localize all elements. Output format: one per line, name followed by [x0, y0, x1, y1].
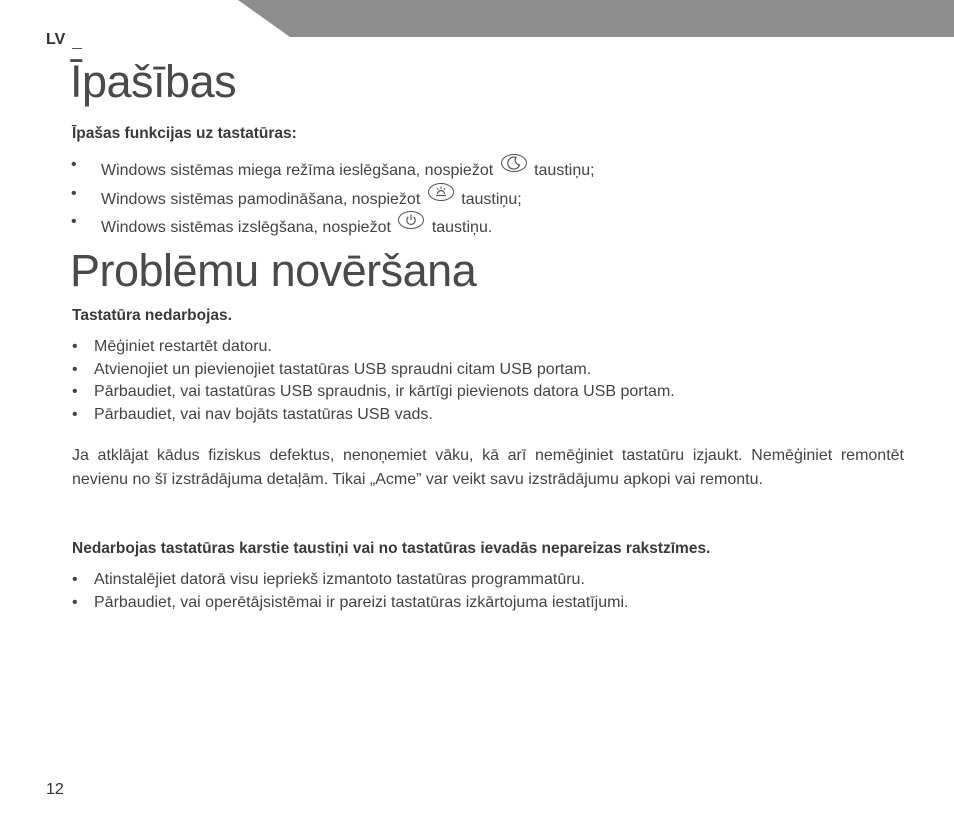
features-title: Īpašības	[70, 56, 237, 107]
list-item-text: Atinstalējiet datorā visu iepriekš izmantoto tastatūras programmatūru.	[94, 571, 585, 588]
sun-icon	[428, 183, 454, 201]
list-item-text: Pārbaudiet, vai tastatūras USB spraudnis, ir kārtīgi pievienots datora USB portam.	[94, 383, 675, 400]
feature-text-after: taustiņu;	[534, 162, 595, 179]
list-item-text: Mēģiniet restartēt datoru.	[94, 338, 272, 355]
bullet: •	[72, 360, 78, 378]
bullet: •	[71, 156, 77, 173]
features-subtitle: Īpašas funkcijas uz tastatūras:	[72, 125, 297, 142]
feature-text-after: taustiņu;	[461, 190, 522, 208]
list-item	[71, 211, 595, 240]
feature-text: Windows sistēmas izslēgšana, nospiežot	[101, 219, 391, 236]
troubleshooting-title: Problēmu novēršana	[70, 245, 477, 296]
bullet: •	[72, 338, 78, 355]
page-number: 12	[46, 781, 64, 798]
section1-title: Tastatūra nedarbojas.	[72, 307, 232, 324]
list-item	[72, 404, 675, 427]
language-label: LV	[46, 31, 66, 48]
list-item	[72, 569, 628, 592]
list-item	[72, 381, 675, 404]
moon-icon	[501, 154, 527, 172]
list-item	[72, 359, 675, 382]
section2-title: Nedarbojas tastatūras karstie taustiņi vai no tastatūras ievadās nepareizas rakstzīmes.	[72, 540, 711, 557]
section1-list	[72, 336, 675, 426]
list-item	[71, 154, 595, 183]
section2-list	[72, 569, 629, 614]
bullet: •	[72, 571, 78, 588]
feature-text: Windows sistēmas miega režīma ieslēgšana, nospiežot	[101, 162, 494, 179]
list-item-text: Pārbaudiet, vai nav bojāts tastatūras USB vads.	[94, 405, 433, 423]
power-icon	[398, 211, 424, 229]
header-band	[238, 0, 954, 37]
list-item	[71, 183, 595, 212]
list-item	[72, 592, 629, 615]
list-item-text: Atvienojiet un pievienojiet tastatūras USB spraudni citam USB portam.	[94, 360, 592, 378]
language-underline	[72, 48, 82, 49]
bullet: •	[72, 593, 78, 611]
list-item-text: Pārbaudiet, vai operētājsistēmai ir pareizi tastatūras izkārtojuma iestatījumi.	[94, 593, 629, 611]
bullet: •	[72, 405, 78, 423]
features-list	[71, 154, 595, 240]
feature-text: Windows sistēmas pamodināšana, nospiežot	[101, 190, 421, 208]
bullet: •	[72, 383, 78, 400]
list-item	[72, 336, 675, 359]
warning-paragraph: Ja atklājat kādus fiziskus defektus, nenoņemiet vāku, kā arī nemēģiniet tastatūru izjaukt. Nemēģiniet remontēt nevienu no šī izstrādājuma detaļām. Tikai „Acme” var veikt savu izstrādājumu apkopi vai remontu.	[72, 447, 904, 488]
bullet: •	[71, 184, 77, 202]
feature-text-after: taustiņu.	[431, 219, 493, 236]
bullet: •	[71, 213, 77, 230]
